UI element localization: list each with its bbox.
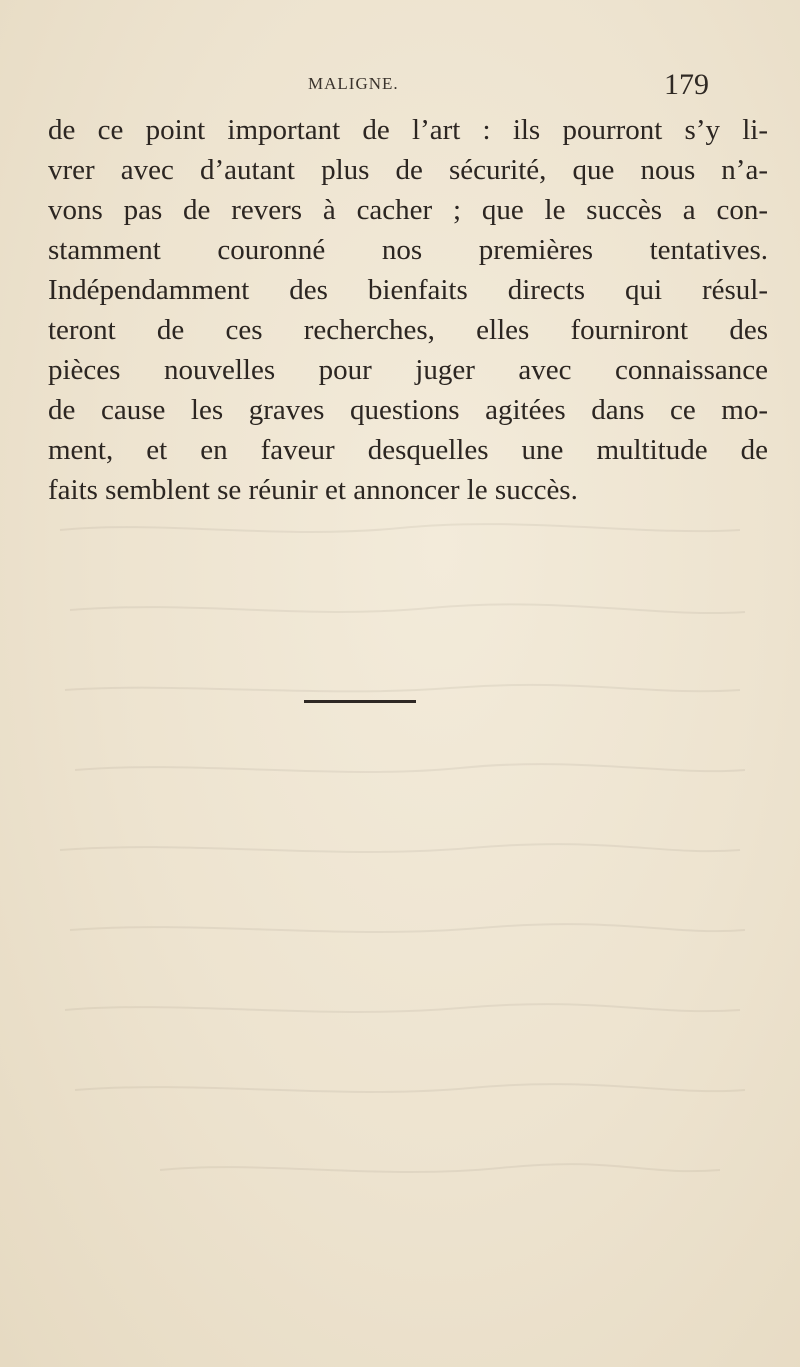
text-line: de cause les graves questions agitées dans ce mo- — [48, 394, 768, 426]
text-line: vrer avec d’autant plus de sécurité, que nous n’a- — [48, 154, 768, 186]
text-line: pièces nouvelles pour juger avec connaissance — [48, 354, 768, 386]
section-rule — [304, 700, 416, 703]
text-line: teront de ces recherches, elles fourniront des — [48, 314, 768, 346]
text-line: stamment couronné nos premières tentatives. — [48, 234, 768, 266]
text-line: Indépendamment des bienfaits directs qui résul- — [48, 274, 768, 306]
text-line: ment, et en faveur desquelles une multitude de — [48, 434, 768, 466]
running-head: MALIGNE. — [308, 74, 399, 93]
body-paragraph — [48, 110, 768, 510]
page-number: 179 — [664, 68, 709, 101]
show-through-texture — [40, 500, 770, 1260]
text-line: vons pas de revers à cacher ; que le succès a con- — [48, 194, 768, 226]
text-line: faits semblent se réunir et annoncer le succès. — [48, 474, 578, 506]
text-line: de ce point important de l’art : ils pourront s’y li- — [48, 114, 768, 146]
